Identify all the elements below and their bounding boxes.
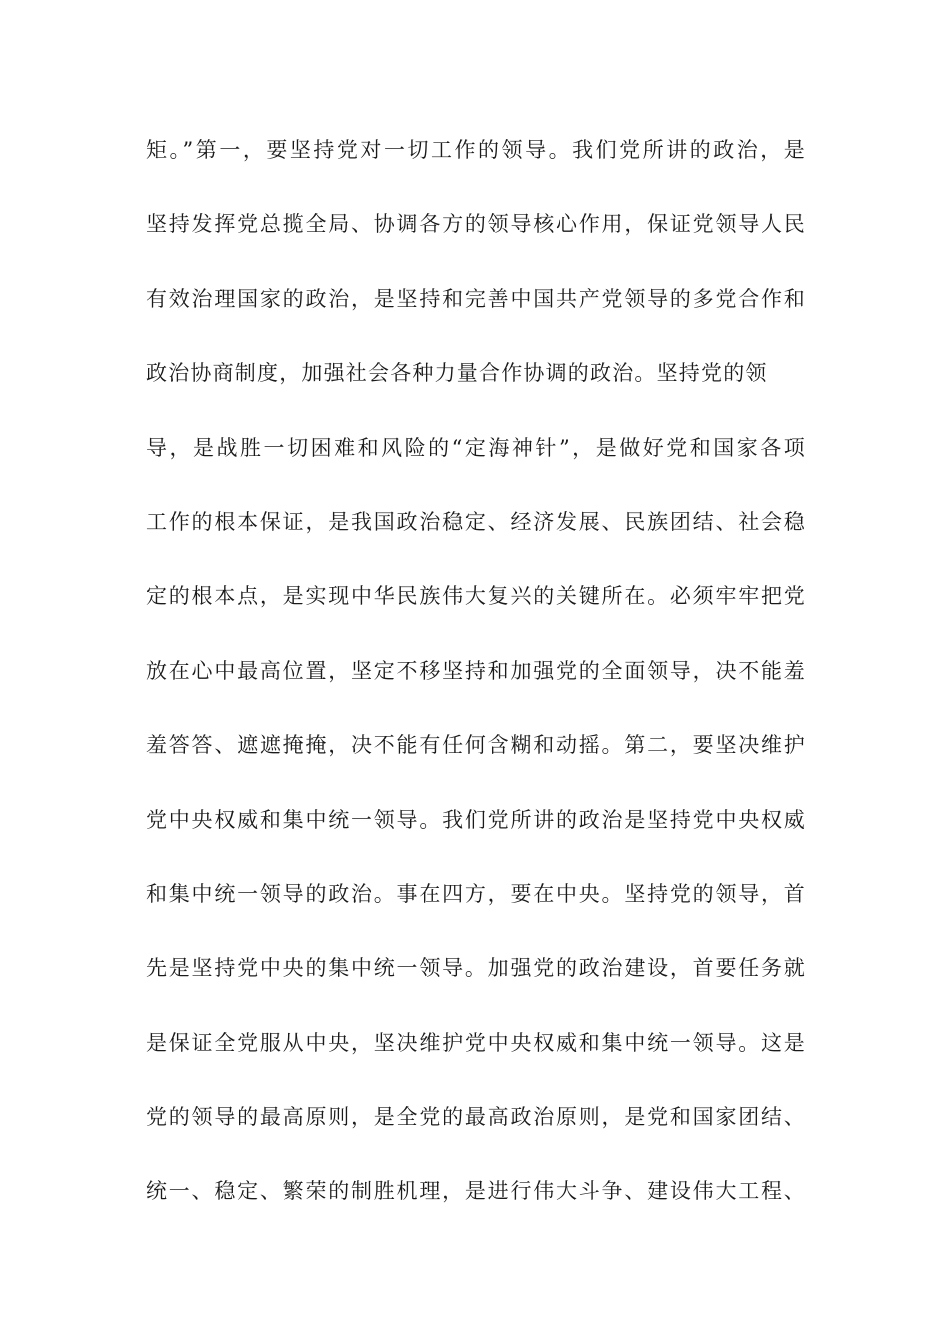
text-line-3: 有效治理国家的政治，是坚持和完善中国共产党领导的多党合作和 xyxy=(146,286,806,311)
text-line-15: 统一、稳定、繁荣的制胜机理，是进行伟大斗争、建设伟大工程、 xyxy=(146,1179,806,1204)
text-line-12: 先是坚持党中央的集中统一领导。加强党的政治建设，首要任务就 xyxy=(146,956,806,981)
text-line-1: 矩。”第一，要坚持党对一切工作的领导。我们党所讲的政治，是 xyxy=(146,138,806,162)
text-line-7: 定的根本点，是实现中华民族伟大复兴的关键所在。必须牢牢把党 xyxy=(146,584,806,609)
text-line-11: 和集中统一领导的政治。事在四方，要在中央。坚持党的领导，首 xyxy=(146,881,806,906)
text-line-13: 是保证全党服从中央，坚决维护党中央权威和集中统一领导。这是 xyxy=(146,1030,806,1055)
text-line-10: 党中央权威和集中统一领导。我们党所讲的政治是坚持党中央权威 xyxy=(146,807,806,832)
text-line-5: 导，是战胜一切困难和风险的“定海神针”，是做好党和国家各项 xyxy=(146,435,806,460)
text-line-8: 放在心中最高位置，坚定不移坚持和加强党的全面领导，决不能羞 xyxy=(146,658,806,683)
text-line-14: 党的领导的最高原则，是全党的最高政治原则，是党和国家团结、 xyxy=(146,1105,806,1130)
text-line-4: 政治协商制度，加强社会各种力量合作协调的政治。坚持党的领 xyxy=(146,361,768,386)
text-line-2: 坚持发挥党总揽全局、协调各方的领导核心作用，保证党领导人民 xyxy=(146,212,806,237)
text-line-6: 工作的根本保证，是我国政治稳定、经济发展、民族团结、社会稳 xyxy=(146,509,806,534)
text-line-9: 羞答答、遮遮掩掩，决不能有任何含糊和动摇。第二，要坚决维护 xyxy=(146,733,806,758)
body-text xyxy=(146,128,806,1244)
